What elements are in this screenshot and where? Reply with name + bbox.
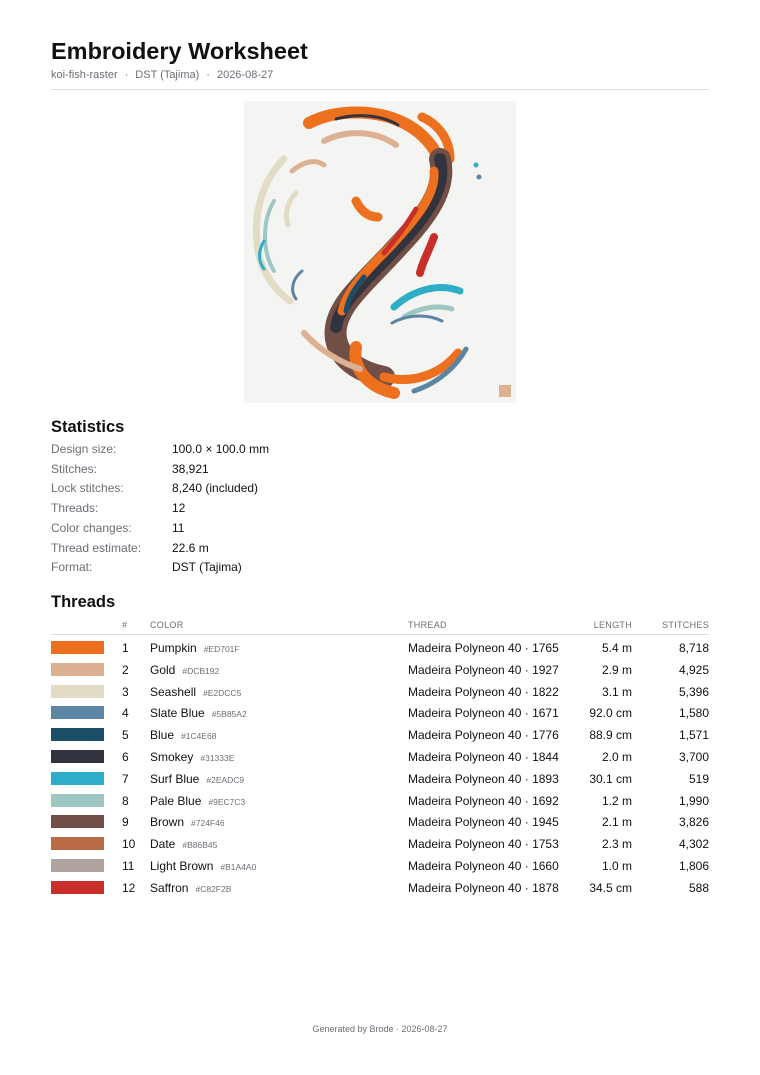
thread-stitches: 1,806 (678, 859, 709, 873)
thread-stitches: 5,396 (678, 684, 709, 699)
thread-number: 6 (122, 750, 129, 764)
color-swatch (51, 663, 104, 676)
color-hex: #B86B45 (182, 840, 218, 851)
thread-number: 4 (122, 706, 129, 721)
color-name: Surf Blue (150, 771, 200, 786)
stat-label: Stitches: (51, 461, 98, 476)
color-hex: #C82F2B (195, 883, 232, 894)
thread-row (51, 768, 709, 790)
color-swatch (51, 641, 104, 654)
thread-row (51, 877, 709, 899)
stat-value: 12 (172, 501, 186, 516)
color-hex: #31333E (200, 753, 235, 763)
color-swatch (51, 794, 104, 807)
thread-stitches: 3,700 (678, 750, 709, 764)
thread-number: 3 (122, 684, 129, 699)
thread-row (51, 702, 709, 724)
thread-row (51, 681, 709, 703)
thread-row (51, 790, 709, 812)
thread-length: 2.9 m (601, 662, 632, 677)
page-title: Embroidery Worksheet (51, 38, 308, 64)
thread-stitches: 1,990 (678, 793, 709, 808)
stat-label: Color changes: (51, 520, 132, 535)
thread-length: 2.0 m (601, 750, 632, 764)
thread-stitches: 1,571 (678, 728, 709, 743)
color-hex: #E2DCC5 (203, 687, 242, 698)
color-name-cell (150, 685, 241, 699)
color-name-cell (150, 641, 240, 655)
thread-code: Madeira Polyneon 40 · 1660 (408, 859, 559, 873)
thread-number: 9 (122, 815, 129, 830)
color-name: Seashell (150, 684, 197, 699)
column-header-thread: THREAD (408, 620, 447, 630)
color-hex: #724F46 (191, 818, 225, 829)
color-name: Light Brown (150, 859, 214, 873)
thread-number: 10 (122, 837, 136, 852)
thread-code: Madeira Polyneon 40 · 1893 (408, 771, 559, 786)
thread-length: 3.1 m (601, 684, 632, 699)
thread-row (51, 811, 709, 833)
design-meta (51, 69, 273, 81)
thread-stitches: 588 (688, 880, 709, 895)
color-name: Slate Blue (150, 706, 205, 721)
color-swatch (51, 815, 104, 828)
thread-stitches: 1,580 (678, 706, 709, 721)
color-name: Saffron (150, 880, 189, 895)
statistics-heading: Statistics (51, 418, 125, 436)
stat-value: 100.0 × 100.0 mm (172, 442, 270, 456)
design-preview-image (244, 101, 516, 403)
color-swatch (51, 881, 104, 894)
stat-value: DST (Tajima) (172, 560, 242, 575)
color-hex: #DCB192 (182, 665, 220, 676)
thread-stitches: 3,826 (678, 815, 709, 830)
threads-heading: Threads (51, 593, 116, 611)
thread-length: 34.5 cm (589, 880, 632, 895)
color-swatch (51, 685, 104, 698)
thread-row (51, 746, 709, 768)
thread-length: 2.1 m (601, 815, 632, 830)
thread-row (51, 833, 709, 855)
thread-code: Madeira Polyneon 40 · 1945 (408, 815, 559, 830)
color-name-cell (150, 837, 217, 851)
thread-length: 88.9 cm (589, 728, 632, 743)
thread-length: 1.2 m (601, 793, 632, 808)
thread-row (51, 855, 709, 877)
color-name-cell (150, 881, 231, 895)
thread-code: Madeira Polyneon 40 · 1765 (408, 641, 559, 655)
thread-number: 7 (122, 771, 129, 786)
color-name-cell (150, 706, 247, 720)
stat-value: 8,240 (included) (172, 481, 259, 496)
meta-separator: · (124, 69, 129, 81)
thread-number: 8 (122, 793, 129, 808)
color-name-cell (150, 663, 219, 677)
stat-value: 11 (172, 520, 185, 535)
footer-text: Generated by Brode · 2026-08-27 (312, 1024, 448, 1034)
thread-stitches: 4,925 (678, 662, 709, 677)
thread-length: 2.3 m (601, 837, 632, 852)
color-hex: #5B85A2 (211, 709, 247, 720)
thread-code: Madeira Polyneon 40 · 1753 (408, 837, 559, 852)
thread-code: Madeira Polyneon 40 · 1844 (408, 750, 559, 764)
stat-label: Design size: (51, 442, 117, 456)
color-swatch (51, 750, 104, 763)
stat-label: Threads: (51, 501, 99, 516)
color-swatch (51, 772, 104, 785)
header-divider (51, 89, 709, 90)
color-swatch (51, 859, 104, 872)
thread-code: Madeira Polyneon 40 · 1692 (408, 793, 559, 808)
thread-number: 12 (122, 880, 136, 895)
stat-label: Lock stitches: (51, 481, 124, 496)
column-header-number: # (122, 620, 128, 630)
stat-value: 22.6 m (172, 540, 209, 555)
koi-fish-illustration (244, 101, 516, 403)
thread-number: 11 (122, 859, 135, 873)
thread-length: 5.4 m (601, 641, 632, 655)
color-name: Blue (150, 728, 175, 743)
color-name-cell (150, 815, 225, 829)
color-name-cell (150, 750, 234, 764)
color-swatch (51, 728, 104, 741)
thread-length: 30.1 cm (589, 771, 632, 786)
column-header-length: LENGTH (593, 620, 632, 630)
stat-label: Format: (51, 560, 93, 575)
color-name-cell (150, 794, 245, 808)
thread-row (51, 659, 709, 681)
thread-code: Madeira Polyneon 40 · 1878 (408, 880, 559, 895)
color-name: Pale Blue (150, 793, 202, 808)
column-header-stitches: STITCHES (662, 620, 709, 630)
color-hex: #B1A4A0 (220, 862, 257, 872)
color-swatch (51, 837, 104, 850)
color-name: Pumpkin (150, 641, 197, 655)
thread-row (51, 637, 709, 659)
thread-length: 1.0 m (601, 859, 632, 873)
thread-code: Madeira Polyneon 40 · 1776 (408, 728, 559, 743)
table-header-divider (51, 634, 709, 635)
thread-code: Madeira Polyneon 40 · 1671 (408, 706, 559, 721)
thread-code: Madeira Polyneon 40 · 1927 (408, 662, 559, 677)
thread-stitches: 8,718 (678, 641, 709, 655)
thread-stitches: 4,302 (678, 837, 709, 852)
color-hex: #9EC7C3 (208, 796, 246, 807)
color-name: Brown (150, 815, 185, 830)
design-name: koi-fish-raster (51, 69, 118, 81)
meta-separator: · (206, 69, 210, 81)
thread-code: Madeira Polyneon 40 · 1822 (408, 684, 559, 699)
stat-label: Thread estimate: (51, 540, 142, 555)
color-hex: #2EADC9 (206, 774, 245, 785)
thread-number: 1 (122, 641, 129, 655)
color-hex: #ED701F (203, 644, 240, 654)
color-name-cell (150, 772, 244, 786)
design-date: 2026-08-27 (216, 69, 274, 81)
thread-number: 2 (122, 662, 129, 677)
color-name: Date (150, 837, 176, 852)
color-name: Smokey (150, 750, 194, 764)
design-format: DST (Tajima) (135, 69, 200, 81)
thread-number: 5 (122, 728, 129, 743)
thread-stitches: 519 (688, 771, 709, 786)
color-name: Gold (150, 662, 176, 677)
thread-row (51, 724, 709, 746)
color-swatch (51, 706, 104, 719)
color-name-cell (150, 728, 216, 742)
column-header-color: COLOR (150, 620, 184, 630)
color-hex: #1C4E68 (181, 731, 217, 742)
color-name-cell (150, 859, 256, 873)
stat-value: 38,921 (172, 461, 209, 476)
thread-length: 92.0 cm (589, 706, 632, 721)
